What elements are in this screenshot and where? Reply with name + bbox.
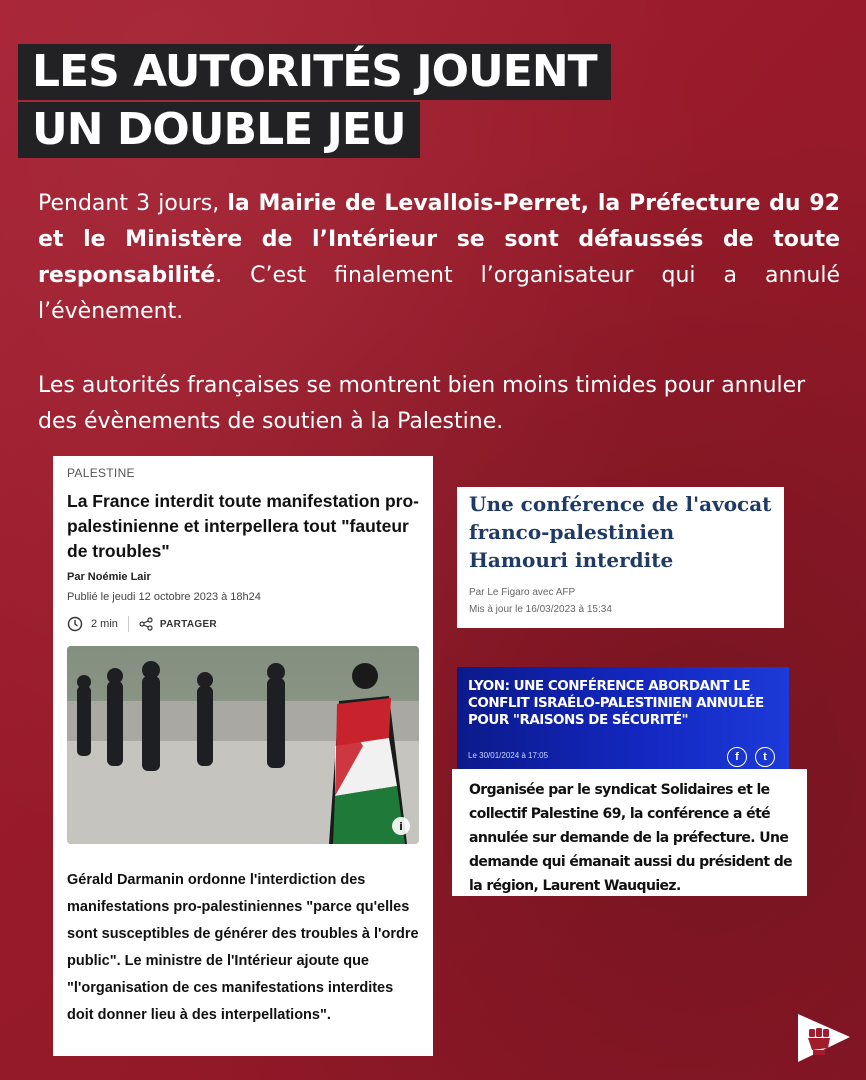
article-card-le-figaro [457, 487, 784, 628]
article-source: Par Le Figaro avec AFP [469, 587, 576, 598]
article-date: Publié le jeudi 12 octobre 2023 à 18h24 [67, 591, 261, 603]
intro-text-end: . C’est finalement l’organisateur qui a annulé l’évènement. [38, 263, 840, 324]
article-body: Gérald Darmanin ordonne l'interdiction des manifestations pro-palestiniennes "parce qu'elles sont susceptibles de générer des troubles à l'ordre public". Le ministre de l'Intérieur ajoute que "l'organisation de ces manifestations interdites doit donner lieu à des interpellations". [67, 872, 419, 1023]
title-line-2: UN DOUBLE JEU [18, 102, 420, 158]
intro-bold-text: la Mairie de Levallois-Perret, la Préfecture du 92 et le Ministère de l’Intérieur se sont défaussés de toute responsabilité [38, 191, 840, 288]
meta-divider [128, 616, 129, 632]
intro-paragraph-1 [38, 186, 840, 330]
photo-illustration [67, 646, 419, 844]
twitter-icon[interactable]: t [755, 747, 775, 767]
article-card-le-parisien [53, 456, 433, 1056]
article-section: PALESTINE [67, 466, 135, 480]
article-author: Par Noémie Lair [67, 571, 151, 583]
article-meta [67, 614, 217, 634]
article-body: Organisée par le syndicat Solidaires et le collectif Palestine 69, la conférence a été annulée sur demande de la préfecture. Une demande qui émanait aussi du président de la région, Laurent Wauquiez. [469, 782, 793, 894]
article-card-bfm-banner [457, 667, 789, 769]
social-links [727, 747, 775, 767]
facebook-icon[interactable]: f [727, 747, 747, 767]
fist-logo [792, 1006, 854, 1068]
share-icon[interactable] [139, 617, 153, 631]
read-time: 2 min [91, 618, 118, 630]
svg-text:i: i [399, 820, 403, 833]
protest-photo [67, 646, 419, 844]
intro-text: Pendant 3 jours, [38, 191, 228, 216]
title-line-1: LES AUTORITÉS JOUENT [18, 44, 611, 100]
article-headline: La France interdit toute manifestation pro-palestinienne et interpellera tout "fauteur de troubles" [67, 491, 419, 561]
clock-icon [67, 616, 83, 632]
share-button[interactable]: PARTAGER [159, 618, 217, 630]
article-date: Le 30/01/2024 à 17:05 [468, 751, 549, 760]
intro-paragraph-2: Les autorités françaises se montrent bien moins timides pour annuler des évènements de soutien à la Palestine. [38, 373, 806, 434]
article-card-bfm-body [452, 769, 807, 896]
article-headline: Une conférence de l'avocat franco-palestinien Hamouri interdite [469, 492, 772, 572]
article-headline: LYON: UNE CONFÉRENCE ABORDANT LE CONFLIT ISRAÉLO-PALESTINIEN ANNULÉE POUR "RAISONS DE SÉCURITÉ" [468, 678, 764, 728]
article-updated: Mis à jour le 16/03/2023 à 15:34 [469, 604, 612, 615]
